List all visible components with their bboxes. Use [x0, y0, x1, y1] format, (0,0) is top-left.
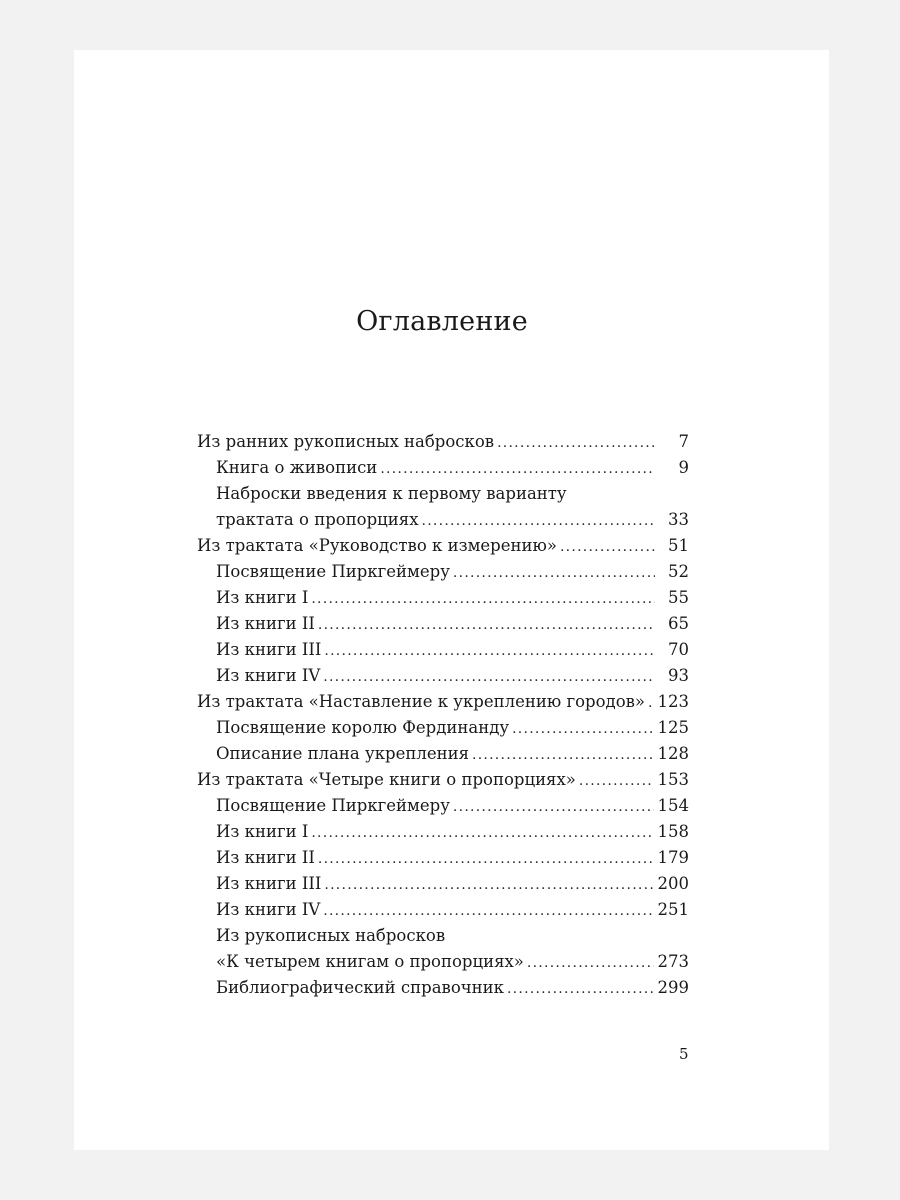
toc-entry — [197, 715, 689, 741]
toc-entry — [197, 871, 689, 897]
toc-entry-page-number: 128 — [657, 744, 689, 763]
page-title: Оглавление — [356, 306, 528, 337]
toc-entry-page-number: 52 — [668, 562, 689, 581]
dot-leader — [311, 586, 655, 612]
toc-entry-page-number: 273 — [657, 952, 689, 971]
toc-entry-title: Наброски введения к первому варианту — [216, 484, 567, 503]
toc-entry — [197, 793, 689, 819]
toc-entry-page-number: 179 — [657, 848, 689, 867]
toc-entry — [197, 455, 689, 481]
toc-entry-title: Из трактата «Четыре книги о пропорциях» — [197, 770, 576, 789]
toc-entry — [197, 949, 689, 975]
toc-entry-page-number: 65 — [668, 614, 689, 633]
toc-entry-page-number: 125 — [657, 718, 689, 737]
toc-entry-page-number: 158 — [657, 822, 689, 841]
toc-entry — [197, 559, 689, 585]
toc-entry-page-number: 153 — [657, 770, 689, 789]
toc-entry-title: трактата о пропорциях — [216, 510, 419, 529]
toc-entry-page-number: 123 — [657, 692, 689, 711]
dot-leader — [324, 872, 653, 898]
dot-leader — [318, 612, 655, 638]
toc-entry — [197, 585, 689, 611]
dot-leader — [453, 794, 654, 820]
toc-entry-title: Описание плана укрепления — [216, 744, 469, 763]
toc-entry — [197, 507, 689, 533]
toc-entry-page-number: 200 — [657, 874, 689, 893]
toc-entry — [197, 429, 689, 455]
dot-leader — [318, 846, 654, 872]
toc-entry-title: Из ранних рукописных набросков — [197, 432, 495, 451]
toc-entry-page-number: 9 — [678, 458, 689, 477]
toc-entry-title: Из книги IV — [216, 900, 321, 919]
dot-leader — [497, 430, 655, 456]
dot-leader — [579, 768, 654, 794]
toc-entry-title: Из книги I — [216, 822, 309, 841]
dot-leader — [422, 508, 655, 534]
toc-entry-title: Из книги III — [216, 874, 322, 893]
toc-entry — [197, 767, 689, 793]
dot-leader — [560, 534, 655, 560]
dot-leader — [380, 456, 655, 482]
toc-entry-title: «К четырем книгам о пропорциях» — [216, 952, 524, 971]
dot-leader — [507, 976, 654, 1002]
toc-entry — [197, 975, 689, 1001]
toc-entry — [197, 819, 689, 845]
dot-leader — [324, 638, 655, 664]
toc-entry-title: Посвящение Пиркгеймеру — [216, 796, 450, 815]
toc-entry-title: Книга о живописи — [216, 458, 378, 477]
toc-entry-page-number: 55 — [668, 588, 689, 607]
toc-entry-page-number: 299 — [657, 978, 689, 997]
toc-entry — [197, 741, 689, 767]
toc-entry — [197, 845, 689, 871]
toc-entry-title: Посвящение королю Фердинанду — [216, 718, 510, 737]
toc-entry-title: Библиографический справочник — [216, 978, 504, 997]
toc-entry — [197, 481, 689, 507]
toc-entry-page-number: 33 — [668, 510, 689, 529]
toc-entry-title: Посвящение Пиркгеймеру — [216, 562, 450, 581]
toc-entry-title: Из книги IV — [216, 666, 321, 685]
dot-leader — [472, 742, 654, 768]
toc-entry — [197, 689, 689, 715]
toc-entry-page-number: 154 — [657, 796, 689, 815]
dot-leader — [323, 664, 655, 690]
toc-entry-title: Из книги III — [216, 640, 322, 659]
page-number: 5 — [679, 1045, 689, 1063]
toc-entry-title: Из книги II — [216, 848, 315, 867]
toc-entry — [197, 663, 689, 689]
toc-entry — [197, 897, 689, 923]
toc-entry-page-number: 93 — [668, 666, 689, 685]
toc-entry-page-number: 51 — [668, 536, 689, 555]
dot-leader — [512, 716, 653, 742]
dot-leader — [527, 950, 654, 976]
toc-entry-title: Из трактата «Наставление к укреплению городов» — [197, 692, 646, 711]
dot-leader — [323, 898, 653, 924]
dot-leader — [648, 690, 653, 716]
toc-entry — [197, 637, 689, 663]
toc-entry-title: Из рукописных набросков — [216, 926, 446, 945]
toc-entry-title: Из книги I — [216, 588, 309, 607]
toc-entry — [197, 533, 689, 559]
toc-entry-page-number: 251 — [657, 900, 689, 919]
toc-entry — [197, 611, 689, 637]
dot-leader — [453, 560, 655, 586]
toc-entry-title: Из книги II — [216, 614, 315, 633]
toc-entry-title: Из трактата «Руководство к измерению» — [197, 536, 557, 555]
dot-leader — [311, 820, 653, 846]
table-of-contents — [197, 429, 689, 1001]
toc-entry-page-number: 70 — [668, 640, 689, 659]
toc-entry — [197, 923, 689, 949]
toc-entry-page-number: 7 — [678, 432, 689, 451]
